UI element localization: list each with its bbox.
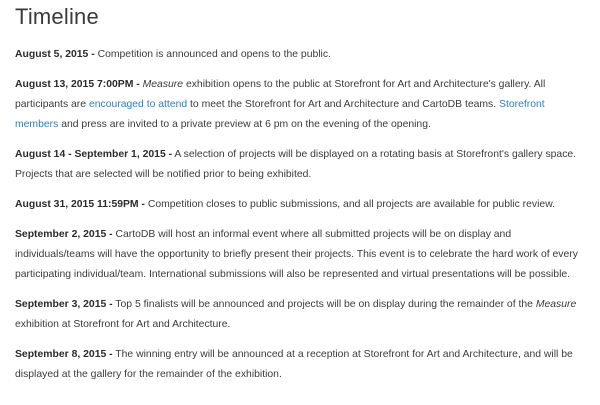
- entry-emphasis: Measure: [142, 79, 184, 90]
- entry-text: to meet the Storefront for Art and Architecture and CartoDB teams.: [187, 99, 500, 110]
- entry-text: Top 5 finalists will be announced and projects will be on display during the remainder of the: [112, 299, 536, 310]
- encouraged-to-attend-link[interactable]: encouraged to attend: [88, 99, 188, 110]
- timeline-entry: [15, 295, 590, 335]
- entry-date: August 31, 2015 11:59PM -: [15, 199, 145, 210]
- entry-text: The winning entry will be announced at a reception at Storefront for Art and Architecture, and will be displayed at the gallery for the remainder of the exhibition.: [15, 349, 573, 380]
- entry-date: September 8, 2015 -: [15, 349, 113, 360]
- entry-date: August 13, 2015 7:00PM -: [15, 79, 140, 90]
- entry-date: August 5, 2015 -: [15, 49, 95, 60]
- entry-text: CartoDB will host an informal event where all submitted projects will be on display and individuals/teams will have the opportunity to briefly present their projects. This event is to celebrate the hard work of every participating individual/team. International submissions will also be represented and virtual presentations will be possible.: [15, 229, 578, 280]
- page-title: Timeline: [15, 4, 99, 29]
- timeline-entry: [15, 195, 590, 215]
- entry-text: Competition is announced and opens to the public.: [94, 49, 331, 60]
- entry-text: exhibition opens to the public at Storefront for Art and Architecture's gallery. All participants are: [15, 79, 546, 110]
- entry-text: Competition closes to public submissions, and all projects are available for public review.: [144, 199, 556, 210]
- entry-text: exhibition at Storefront for Art and Architecture.: [15, 319, 231, 330]
- entry-date: August 14 - September 1, 2015 -: [15, 149, 173, 160]
- timeline-entry: [15, 345, 590, 385]
- timeline-entry: [15, 145, 590, 185]
- entry-date: September 2, 2015 -: [15, 229, 113, 240]
- entry-text: and press are invited to a private preview at 6 pm on the evening of the opening.: [58, 119, 431, 130]
- timeline-entry: [15, 45, 590, 65]
- timeline-entry: [15, 75, 590, 135]
- entry-date: September 3, 2015 -: [15, 299, 113, 310]
- timeline-entry: [15, 225, 590, 285]
- entry-text: A selection of projects will be displayed on a rotating basis at Storefront's gallery space. Projects that are selected will be notified prior to being exhibited.: [15, 149, 577, 180]
- storefront-members-link[interactable]: Storefront members: [15, 99, 545, 130]
- entry-emphasis: Measure: [535, 299, 577, 310]
